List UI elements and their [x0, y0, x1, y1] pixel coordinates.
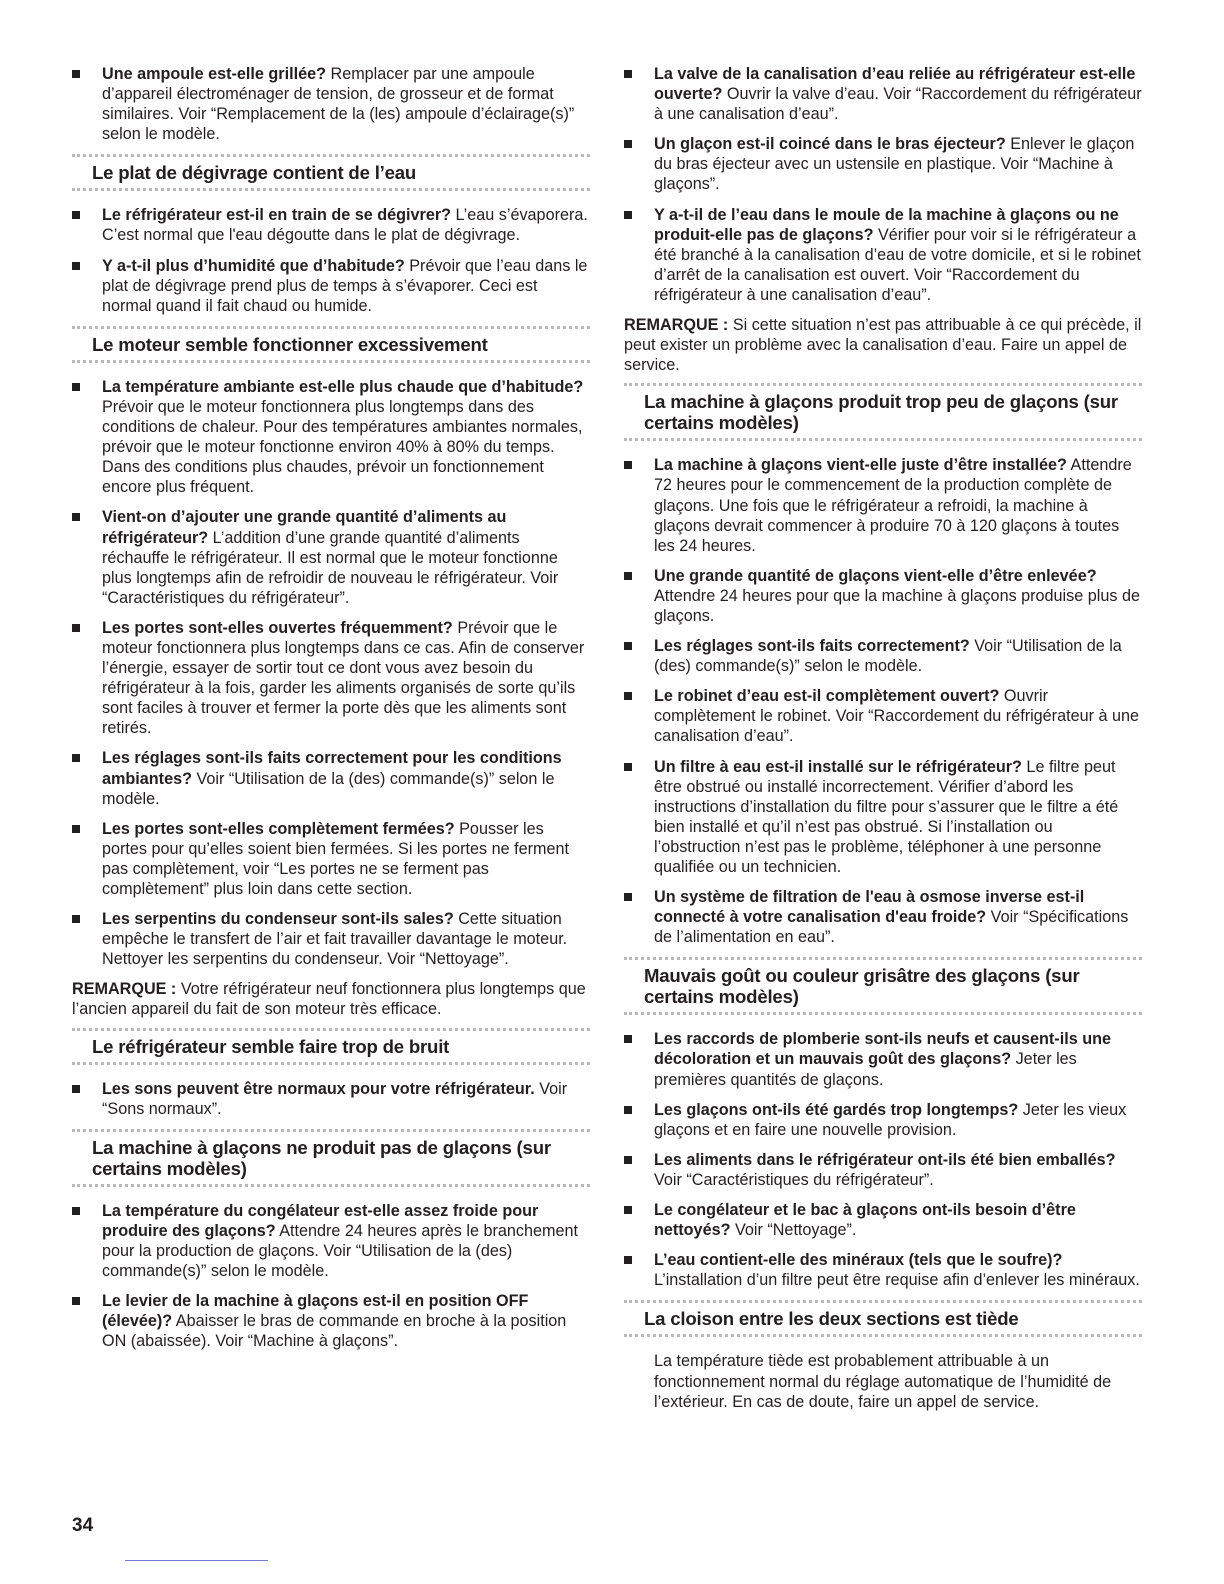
item-question: Les serpentins du condenseur sont-ils sales?: [102, 910, 454, 929]
bullet-icon: [72, 1085, 80, 1093]
list-item: [72, 507, 590, 607]
bullet-icon: [72, 624, 80, 632]
item-question: Les glaçons ont-ils été gardés trop longtemps?: [654, 1100, 1019, 1119]
section-heading: Le plat de dégivrage contient de l’eau: [92, 162, 417, 184]
section-heading-box: [624, 957, 1142, 1015]
item-answer: L’addition d’une grande quantité d’aliments réchauffe le réfrigérateur. Il est normal que le moteur fonctionne plus longtemps afin de refroidir de nouveau le réfrigérateur. Voir “Caractéristiques du réfrigérateur”.: [102, 528, 559, 607]
bullet-icon: [624, 1256, 632, 1264]
bullet-icon: [72, 915, 80, 923]
list-item: [624, 566, 1142, 626]
list-item: [72, 748, 590, 808]
footer-rule: [125, 1560, 268, 1561]
bullet-icon: [72, 513, 80, 521]
item-answer: Attendre 24 heures après le branchement pour la production de glaçons. Voir “Utilisation de la (des) commande(s)” selon le modèle.: [102, 1221, 578, 1281]
item-question: Le levier de la machine à glaçons est-il en position OFF (élevée)?: [102, 1292, 529, 1331]
bullet-icon: [624, 1156, 632, 1164]
list-item: [72, 618, 590, 739]
bullet-icon: [624, 1206, 632, 1214]
bullet-icon: [624, 1035, 632, 1043]
list-item: [624, 757, 1142, 878]
left-column: [72, 64, 590, 1361]
item-answer: Prévoir que le moteur fonctionnera plus longtemps dans ce cas. Afin de conserver l’énergie, essayer de sortir tout ce dont vous avez besoin du réfrigérateur à la fois, garder les aliments organisés de sorte qu’ils sont faciles à trouver et fermer la porte dès que les aliments sont retirés.: [102, 618, 585, 738]
item-question: La température ambiante est-elle plus chaude que d’habitude?: [102, 377, 584, 396]
list-item: [624, 1250, 1142, 1290]
list-item: [624, 887, 1142, 947]
item-question: Les aliments dans le réfrigérateur ont-ils été bien emballés?: [654, 1150, 1116, 1169]
item-answer: Jeter les vieux glaçons et en faire une nouvelle provision.: [654, 1100, 1127, 1139]
item-answer: L’installation d’un filtre peut être requise afin d’enlever les minéraux.: [654, 1271, 1140, 1290]
item-question: Le congélateur et le bac à glaçons ont-ils besoin d’être nettoyés?: [654, 1201, 1076, 1240]
remark-text: Si cette situation n’est pas attribuable à ce qui précède, il peut exister un problème avec la canalisation d’eau. Faire un appel de service.: [624, 316, 1142, 375]
section-heading-box: [624, 383, 1142, 441]
item-answer: Pousser les portes pour qu’elles soient bien fermées. Si les portes ne ferment pas complètement, voir “Les portes ne se ferment pas complètement” plus loin dans cette section.: [102, 819, 569, 898]
item-answer: Voir “Spécifications de l’alimentation en eau”.: [654, 908, 1129, 947]
item-answer: Ouvrir complètement le robinet. Voir “Raccordement du réfrigérateur à une canalisation d’eau”.: [654, 687, 1139, 746]
item-question: Les réglages sont-ils faits correctement?: [654, 637, 970, 656]
list-item: [72, 819, 590, 899]
item-answer: Abaisser le bras de commande en broche à la position ON (abaissée). Voir “Machine à glaçons”.: [102, 1312, 567, 1351]
bullet-icon: [624, 461, 632, 469]
right-column: [624, 64, 1142, 1412]
list-item: [72, 205, 590, 245]
section-heading-box: [72, 154, 590, 191]
item-answer: Ouvrir la valve d’eau. Voir “Raccordement du réfrigérateur à une canalisation d’eau”.: [654, 85, 1142, 124]
bullet-icon: [624, 140, 632, 148]
remark-paragraph: [624, 315, 1142, 375]
bullet-icon: [624, 692, 632, 700]
section-heading-box: [624, 1300, 1142, 1337]
page-number: 34: [72, 1515, 94, 1536]
list-item: [624, 686, 1142, 746]
item-answer: Prévoir que l’eau dans le plat de dégivrage prend plus de temps à s’évaporer. Ceci est normal quand il fait chaud ou humide.: [102, 256, 588, 315]
item-answer: Attendre 72 heures pour le commencement de la production complète de glaçons. Une fois que le réfrigérateur a refroidi, la machine à glaçons devrait commencer à produire 70 à 120 glaçons à toutes les 24 heures.: [654, 456, 1132, 555]
bullet-icon: [624, 211, 632, 219]
item-question: Les sons peuvent être normaux pour votre réfrigérateur.: [102, 1079, 535, 1098]
section-heading-box: [72, 326, 590, 363]
bullet-icon: [624, 1106, 632, 1114]
remark-paragraph: [72, 979, 590, 1019]
bullet-icon: [624, 763, 632, 771]
section-heading: La cloison entre les deux sections est tiède: [644, 1308, 1019, 1330]
item-answer: Voir “Sons normaux”.: [102, 1079, 568, 1118]
item-question: La température du congélateur est-elle assez froide pour produire des glaçons?: [102, 1201, 539, 1240]
list-item: [72, 64, 590, 144]
section-heading: La machine à glaçons ne produit pas de glaçons (sur certains modèles): [92, 1136, 551, 1179]
list-item: [72, 256, 590, 316]
remark-label: REMARQUE :: [624, 316, 729, 335]
item-question: Un glaçon est-il coincé dans le bras éjecteur?: [654, 135, 1006, 154]
list-item: [72, 1291, 590, 1351]
section-heading: Le réfrigérateur semble faire trop de bruit: [92, 1035, 450, 1057]
item-question: Vient-on d’ajouter une grande quantité d’aliments au réfrigérateur?: [102, 508, 507, 547]
item-question: Y a-t-il plus d’humidité que d’habitude?: [102, 256, 405, 275]
list-item: [624, 636, 1142, 676]
section-heading-box: [72, 1129, 590, 1187]
item-answer: L’eau s’évaporera. C’est normal que l'eau dégoutte dans le plat de dégivrage.: [102, 206, 588, 245]
item-answer: Cette situation empêche le transfert de l’air et fait travailler davantage le moteur. Nettoyer les serpentins du condenseur. Voir “Nettoyage”.: [102, 910, 568, 969]
item-question: Une grande quantité de glaçons vient-elle d’être enlevée?: [654, 566, 1097, 585]
list-item: [624, 1200, 1142, 1240]
item-answer: Voir “Utilisation de la (des) commande(s)” selon le modèle.: [654, 637, 1122, 676]
bullet-icon: [72, 383, 80, 391]
item-question: Y a-t-il de l’eau dans le moule de la machine à glaçons ou ne produit-elle pas de glaçons?: [654, 205, 1119, 244]
item-answer: Vérifier pour voir si le réfrigérateur a été branché à la canalisation d’eau de votre domicile, et si le robinet d’arrêt de la canalisation est ouvert. Voir “Raccordement du réfrigérateur à une canalisation d’eau”.: [654, 225, 1141, 304]
section-heading: La machine à glaçons produit trop peu de glaçons (sur certains modèles): [644, 391, 1118, 434]
item-question: Les raccords de plomberie sont-ils neufs et causent-ils une décoloration et un mauvais goût des glaçons?: [654, 1030, 1111, 1069]
list-item: [624, 455, 1142, 555]
list-item: [624, 1100, 1142, 1140]
item-answer: Voir “Utilisation de la (des) commande(s)” selon le modèle.: [102, 769, 555, 808]
bullet-icon: [72, 262, 80, 270]
remark-label: REMARQUE :: [72, 980, 177, 999]
list-item: [624, 64, 1142, 124]
item-question: La machine à glaçons vient-elle juste d’être installée?: [654, 456, 1067, 475]
item-answer: Attendre 24 heures pour que la machine à glaçons produise plus de glaçons.: [654, 586, 1140, 625]
item-question: Le réfrigérateur est-il en train de se dégivrer?: [102, 206, 452, 225]
bullet-icon: [72, 1207, 80, 1215]
section-heading: Le moteur semble fonctionner excessivement: [92, 333, 488, 355]
bullet-icon: [624, 572, 632, 580]
item-question: Les portes sont-elles ouvertes fréquemment?: [102, 618, 453, 637]
list-item: [72, 1201, 590, 1281]
list-item: [624, 205, 1142, 305]
bullet-icon: [72, 211, 80, 219]
list-item: [624, 1029, 1142, 1089]
item-answer: Le filtre peut être obstrué ou installé incorrectement. Vérifier d’abord les instructions d’installation du filtre pour s’assurer que le filtre a été bien installé et qu’il n’est pas obstrué. Si l’installation ou l’obstruction n’est pas le problème, téléphoner à une personne qualifiée ou un technicien.: [654, 757, 1119, 876]
list-item: [72, 1079, 590, 1119]
bullet-icon: [72, 70, 80, 78]
item-question: Les portes sont-elles complètement fermées?: [102, 819, 455, 838]
item-answer: Remplacer par une ampoule d’appareil électroménager de tension, de grosseur et de format similaires. Voir “Remplacement de la (les) ampoule d’éclairage(s)” selon le modèle.: [102, 65, 575, 144]
section-heading-box: [72, 1028, 590, 1065]
list-item: [624, 134, 1142, 194]
bullet-icon: [624, 70, 632, 78]
bullet-icon: [624, 893, 632, 901]
section-paragraph: La température tiède est probablement attribuable à un fonctionnement normal du réglage automatique de l’humidité de l’extérieur. En cas de doute, faire un appel de service.: [654, 1352, 1112, 1411]
item-question: La valve de la canalisation d’eau reliée au réfrigérateur est-elle ouverte?: [654, 65, 1136, 104]
list-item: [72, 909, 590, 969]
item-answer: Jeter les premières quantités de glaçons.: [654, 1050, 1077, 1089]
item-question: Le robinet d’eau est-il complètement ouvert?: [654, 687, 1000, 706]
item-question: Les réglages sont-ils faits correctement pour les conditions ambiantes?: [102, 749, 562, 788]
item-answer: Prévoir que le moteur fonctionnera plus longtemps dans des conditions de chaleur. Pour des températures ambiantes normales, prévoir que le moteur fonctionne environ 40% à 80% du temps. Dans des conditions plus chaudes, prévoir un fonctionnement encore plus fréquent.: [102, 397, 583, 497]
item-answer: Enlever le glaçon du bras éjecteur avec un ustensile en plastique. Voir “Machine à glaçons”.: [654, 135, 1135, 194]
remark-text: Votre réfrigérateur neuf fonctionnera plus longtemps que l’ancien appareil du fait de son moteur très efficace.: [72, 980, 586, 1019]
bullet-icon: [72, 1297, 80, 1305]
item-question: Un système de filtration de l'eau à osmose inverse est-il connecté à votre canalisation d'eau froide?: [654, 888, 1085, 927]
item-question: Une ampoule est-elle grillée?: [102, 65, 326, 83]
item-answer: Voir “Nettoyage”.: [730, 1221, 857, 1240]
item-question: L’eau contient-elle des minéraux (tels que le soufre)?: [654, 1251, 1063, 1270]
bullet-icon: [624, 642, 632, 650]
section-heading: Mauvais goût ou couleur grisâtre des glaçons (sur certains modèles): [644, 965, 1080, 1008]
bullet-icon: [72, 825, 80, 833]
item-answer: Voir “Caractéristiques du réfrigérateur”.: [654, 1170, 934, 1189]
list-item: [72, 377, 590, 498]
bullet-icon: [72, 754, 80, 762]
item-question: Un filtre à eau est-il installé sur le réfrigérateur?: [654, 757, 1022, 776]
list-item: [624, 1150, 1142, 1190]
